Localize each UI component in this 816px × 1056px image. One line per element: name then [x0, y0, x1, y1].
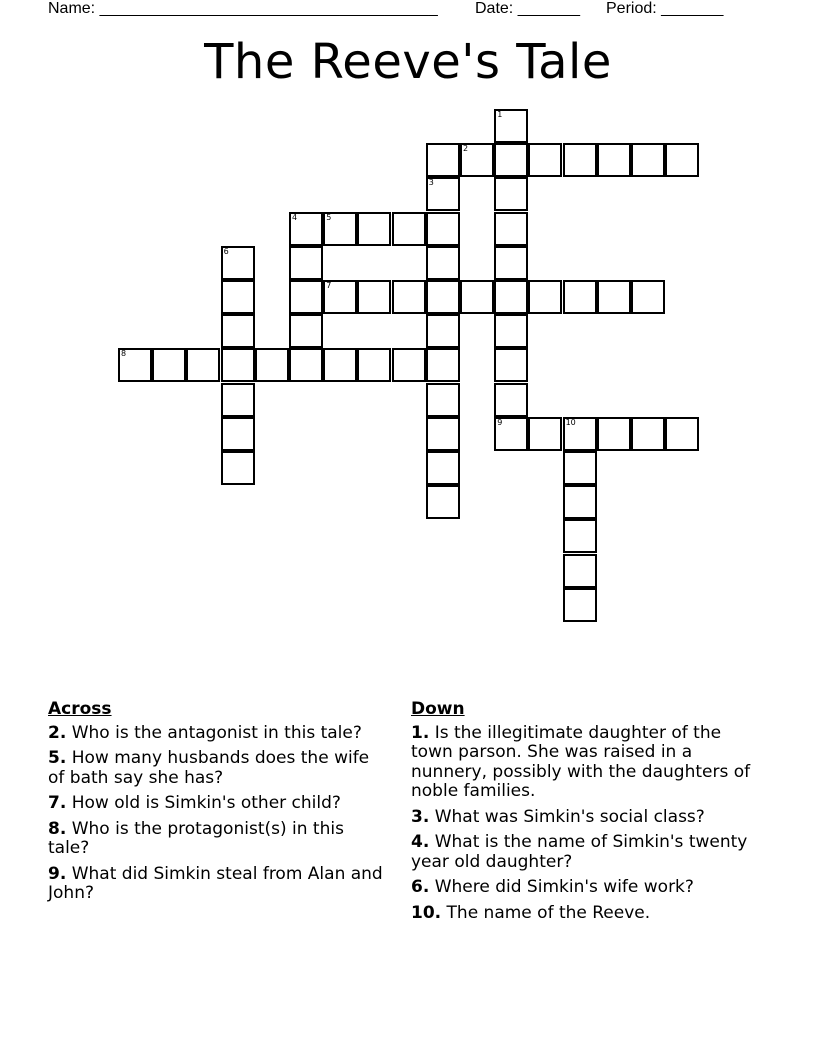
page-title: The Reeve's Tale — [204, 34, 612, 90]
clue-number: 8. — [48, 818, 67, 839]
crossword-cell[interactable] — [597, 417, 631, 451]
crossword-cell[interactable] — [460, 280, 494, 314]
crossword-cell[interactable] — [221, 451, 255, 485]
period-field-label[interactable]: Period: _______ — [606, 0, 724, 17]
crossword-cell[interactable] — [494, 246, 528, 280]
clue-text: What did Simkin steal from Alan and John? — [48, 863, 383, 903]
crossword-cell[interactable] — [289, 246, 323, 280]
clue-number: 1. — [411, 722, 430, 743]
down-clue — [411, 878, 761, 898]
clue-number-label: 8 — [121, 349, 127, 359]
clue-text: Is the illegitimate daughter of the town parson. She was raised in a nunnery, possibly with the daughters of noble families. — [411, 722, 751, 801]
clue-text: The name of the Reeve. — [446, 902, 651, 923]
clue-text: What is the name of Simkin's twenty year old daughter? — [411, 832, 748, 872]
crossword-cell[interactable] — [563, 485, 597, 519]
clue-number: 2. — [48, 722, 67, 743]
crossword-cell[interactable] — [631, 280, 665, 314]
crossword-cell[interactable] — [563, 143, 597, 177]
crossword-cell[interactable] — [323, 212, 357, 246]
crossword-cell[interactable] — [357, 280, 391, 314]
crossword-cell[interactable] — [186, 348, 220, 382]
crossword-cell[interactable] — [494, 314, 528, 348]
crossword-cell[interactable] — [494, 109, 528, 143]
crossword-cell[interactable] — [631, 143, 665, 177]
crossword-cell[interactable] — [221, 314, 255, 348]
crossword-cell[interactable] — [426, 177, 460, 211]
across-clue — [48, 724, 388, 744]
crossword-cell[interactable] — [221, 280, 255, 314]
crossword-cell[interactable] — [426, 451, 460, 485]
crossword-cell[interactable] — [152, 348, 186, 382]
crossword-cell[interactable] — [665, 143, 699, 177]
crossword-cell[interactable] — [563, 588, 597, 622]
crossword-cell[interactable] — [528, 280, 562, 314]
crossword-cell[interactable] — [563, 451, 597, 485]
clue-number: 7. — [48, 793, 67, 813]
crossword-cell[interactable] — [426, 417, 460, 451]
crossword-cell[interactable] — [597, 280, 631, 314]
crossword-cell[interactable] — [357, 348, 391, 382]
clue-text: Who is the protagonist(s) in this tale? — [48, 818, 344, 858]
crossword-cell[interactable] — [392, 212, 426, 246]
crossword-cell[interactable] — [528, 143, 562, 177]
crossword-cell[interactable] — [221, 417, 255, 451]
down-heading: Down — [411, 699, 465, 719]
crossword-cell[interactable] — [528, 417, 562, 451]
across-clues — [48, 700, 388, 910]
clue-text: What was Simkin's social class? — [434, 806, 705, 827]
crossword-cell[interactable] — [494, 383, 528, 417]
crossword-cell[interactable] — [255, 348, 289, 382]
across-clue — [48, 865, 388, 904]
crossword-cell[interactable] — [426, 348, 460, 382]
down-clue — [411, 904, 761, 924]
clue-number-label: 3 — [428, 178, 434, 188]
date-field-label[interactable]: Date: _______ — [475, 0, 580, 17]
across-clue — [48, 820, 388, 859]
clue-number: 10. — [411, 902, 442, 923]
crossword-cell[interactable] — [289, 212, 323, 246]
student-info-header — [0, 0, 816, 20]
clue-number-label: 9 — [497, 417, 503, 427]
crossword-cell[interactable] — [323, 280, 357, 314]
across-heading: Across — [48, 699, 112, 719]
crossword-cell[interactable] — [460, 143, 494, 177]
crossword-cell[interactable] — [494, 280, 528, 314]
crossword-cell[interactable] — [426, 212, 460, 246]
crossword-cell[interactable] — [494, 177, 528, 211]
clue-number-label: 2 — [463, 144, 469, 154]
crossword-cell[interactable] — [357, 212, 391, 246]
crossword-cell[interactable] — [494, 212, 528, 246]
crossword-cell[interactable] — [289, 348, 323, 382]
crossword-cell[interactable] — [426, 143, 460, 177]
across-clue — [48, 794, 388, 814]
crossword-cell[interactable] — [289, 314, 323, 348]
crossword-cell[interactable] — [631, 417, 665, 451]
crossword-cell[interactable] — [221, 246, 255, 280]
crossword-cell[interactable] — [563, 554, 597, 588]
crossword-cell[interactable] — [494, 143, 528, 177]
clue-number: 6. — [411, 877, 430, 897]
clue-number-label: 7 — [326, 281, 332, 290]
crossword-cell[interactable] — [494, 348, 528, 382]
clue-text: Who is the antagonist in this tale? — [71, 722, 362, 743]
clue-text: Where did Simkin's wife work? — [434, 877, 694, 897]
down-clue — [411, 724, 761, 802]
crossword-cell[interactable] — [426, 383, 460, 417]
crossword-cell[interactable] — [494, 417, 528, 451]
crossword-cell[interactable] — [597, 143, 631, 177]
clue-number-label: 6 — [223, 246, 229, 256]
clue-number-label: 1 — [497, 110, 503, 119]
crossword-cell[interactable] — [118, 348, 152, 382]
crossword-cell[interactable] — [392, 348, 426, 382]
crossword-cell[interactable] — [426, 246, 460, 280]
clue-number: 9. — [48, 863, 67, 884]
down-clues — [411, 700, 761, 929]
clue-text: How old is Simkin's other child? — [71, 793, 341, 813]
clue-number: 4. — [411, 832, 430, 852]
crossword-cell[interactable] — [392, 280, 426, 314]
clue-number-label: 10 — [565, 417, 576, 427]
down-clue — [411, 808, 761, 828]
crossword-cell[interactable] — [323, 348, 357, 382]
down-clue — [411, 833, 761, 872]
crossword-cell[interactable] — [221, 348, 255, 382]
clue-number: 3. — [411, 806, 430, 827]
crossword-cell[interactable] — [563, 280, 597, 314]
across-clue — [48, 749, 388, 788]
name-field-label[interactable]: Name: ______________________________________ — [48, 0, 438, 17]
clue-text: How many husbands does the wife of bath say she has? — [48, 748, 370, 788]
crossword-cell[interactable] — [563, 417, 597, 451]
clue-number-label: 4 — [292, 212, 298, 222]
crossword-cell[interactable] — [426, 485, 460, 519]
crossword-cell[interactable] — [426, 280, 460, 314]
crossword-cell[interactable] — [289, 280, 323, 314]
crossword-cell[interactable] — [665, 417, 699, 451]
crossword-cell[interactable] — [426, 314, 460, 348]
crossword-cell[interactable] — [563, 519, 597, 553]
clue-number-label: 5 — [326, 212, 332, 222]
crossword-cell[interactable] — [221, 383, 255, 417]
clue-number: 5. — [48, 748, 67, 768]
